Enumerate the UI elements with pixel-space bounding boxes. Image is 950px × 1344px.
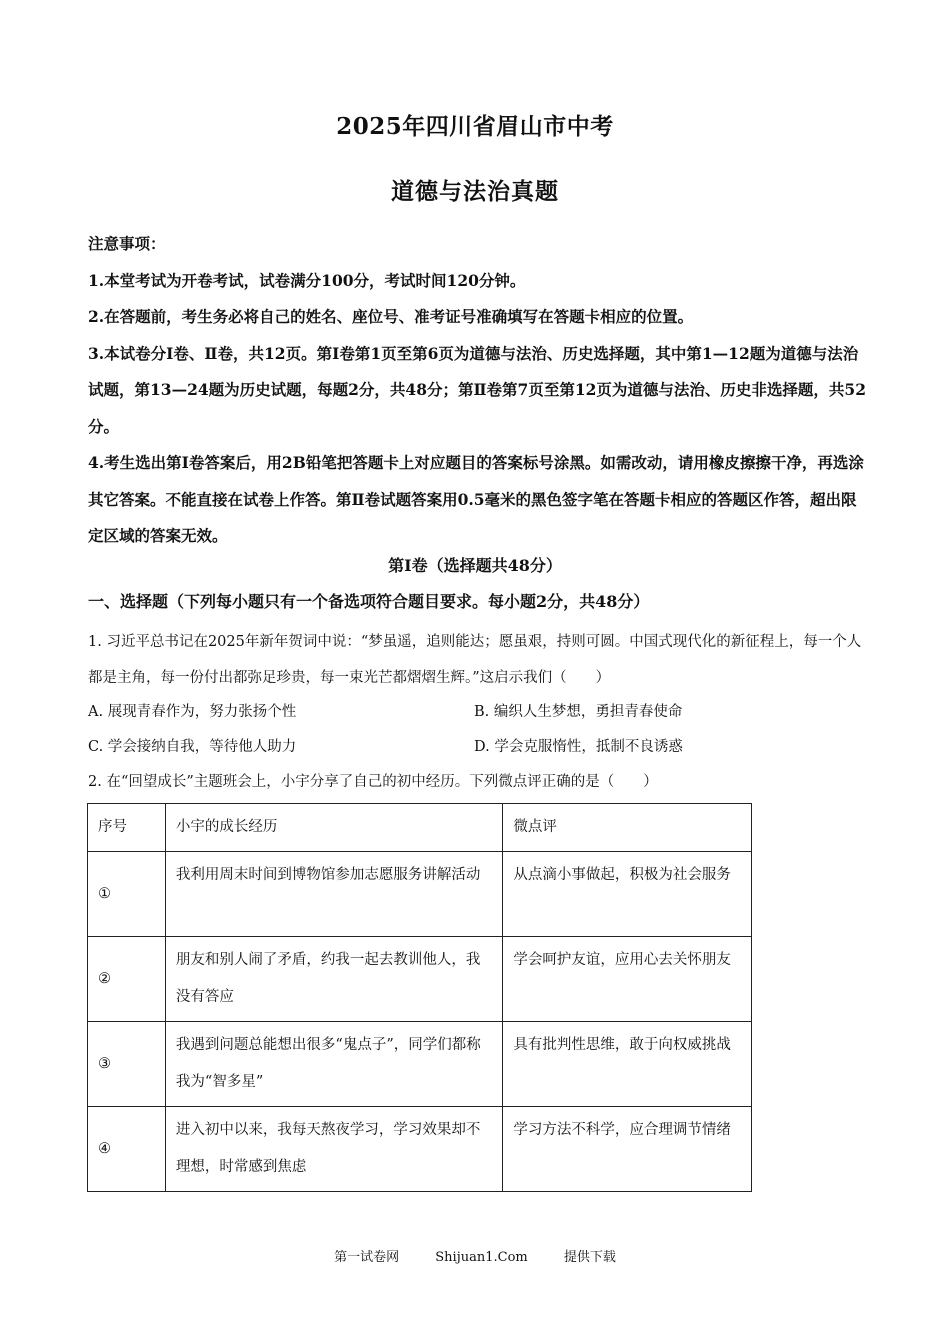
exam-subtitle: 道德与法治真题	[391, 178, 559, 205]
header-num: 序号	[88, 804, 166, 852]
row-num: ①	[88, 852, 166, 937]
footer-tagline: 提供下载	[563, 1250, 616, 1265]
growth-table	[87, 803, 752, 1192]
note-item-2: 2.在答题前，考生务必将自己的姓名、座位号、准考证号准确填写在答题卡相应的位置。	[88, 307, 694, 326]
row-num: ③	[88, 1022, 166, 1107]
part-title: 一、选择题（下列每小题只有一个备选项符合题目要求。每小题2分，共48分）	[88, 592, 650, 611]
option-b: B. 编织人生梦想，勇担青春使命	[474, 704, 683, 720]
notes-section	[88, 226, 868, 555]
row-experience: 我遇到问题总能想出很多“鬼点子”，同学们都称我为“智多星”	[165, 1022, 502, 1107]
row-experience: 进入初中以来，我每天熬夜学习，学习效果却不理想，时常感到焦虑	[165, 1107, 502, 1192]
question-1-options	[88, 700, 868, 770]
section-title: 第Ⅰ卷（选择题共48分）	[388, 556, 562, 575]
options-row-1	[88, 700, 868, 735]
option-c: C. 学会接纳自我，等待他人助力	[88, 739, 297, 755]
question-1-text: 1. 习近平总书记在2025年新年贺词中说：“梦虽遥，追则能达；愿虽艰，持则可圆。中国式现代化的新征程上，每一个人都是主角，每一份付出都弥足珍贵，每一束光芒都熠熠生辉。”这启示我们（ ）	[88, 634, 862, 686]
table-header-row	[88, 804, 752, 852]
table-row	[88, 852, 752, 937]
row-comment: 从点滴小事做起，积极为社会服务	[503, 852, 752, 937]
row-experience: 我利用周末时间到博物馆参加志愿服务讲解活动	[165, 852, 502, 937]
header-experience: 小宇的成长经历	[165, 804, 502, 852]
page-footer	[0, 1246, 950, 1265]
table-row	[88, 1022, 752, 1107]
row-num: ②	[88, 937, 166, 1022]
row-experience: 朋友和别人闹了矛盾，约我一起去教训他人，我没有答应	[165, 937, 502, 1022]
note-item-1: 1.本堂考试为开卷考试，试卷满分100分，考试时间120分钟。	[88, 270, 526, 290]
option-a: A. 展现青春作为，努力张扬个性	[88, 704, 297, 720]
notes-heading: 注意事项：	[88, 234, 166, 253]
footer-site-url: Shijuan1.Com	[435, 1250, 528, 1265]
header-comment: 微点评	[503, 804, 752, 852]
row-comment: 学会呵护友谊，应用心去关怀朋友	[503, 937, 752, 1022]
row-comment: 学习方法不科学，应合理调节情绪	[503, 1107, 752, 1192]
note-item-4: 4.考生选出第Ⅰ卷答案后，用2B铅笔把答题卡上对应题目的答案标号涂黑。如需改动，请用橡皮擦擦干净，再选涂其它答案。不能直接在试卷上作答。第Ⅱ卷试题答案用0.5毫米的黑色签字笔在答题卡相应的答题区作答，超出限定区域的答案无效。	[88, 453, 864, 545]
table-row	[88, 1107, 752, 1192]
exam-title: 2025年四川省眉山市中考	[336, 113, 614, 140]
table-row	[88, 937, 752, 1022]
question-2-stem: 2. 在“回望成长”主题班会上，小宇分享了自己的初中经历。下列微点评正确的是（ ）	[88, 774, 658, 790]
row-num: ④	[88, 1107, 166, 1192]
row-comment: 具有批判性思维，敢于向权威挑战	[503, 1022, 752, 1107]
option-d: D. 学会克服惰性，抵制不良诱惑	[474, 739, 683, 755]
options-row-2	[88, 735, 868, 770]
note-item-3: 3.本试卷分Ⅰ卷、Ⅱ卷，共12页。第Ⅰ卷第1页至第6页为道德与法治、历史选择题，其中第1—12题为道德与法治试题，第13—24题为历史试题，每题2分，共48分；第Ⅱ卷第7页至第12页为道德与法治、历史非选择题，共52分。	[88, 343, 866, 436]
question-1-stem	[88, 624, 868, 696]
footer-site-name: 第一试卷网	[334, 1250, 400, 1265]
